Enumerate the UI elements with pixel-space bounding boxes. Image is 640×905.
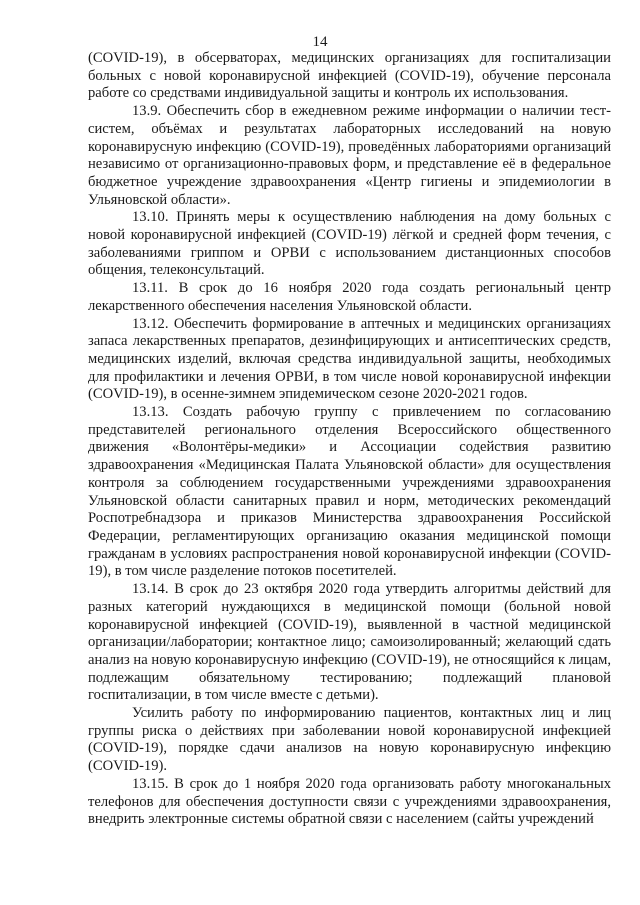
- document-body: [88, 50, 611, 829]
- paragraph-13-13: 13.13. Создать рабочую группу с привлечением по согласованию представителей регионального отделения Всероссийского общественного движения «Волонтёры-медики» и Ассоциации содействия развитию здравоохранения «Медицинская Палата Ульяновской области» для осуществления контроля за соблюдением государственными учреждениями здравоохранения Ульяновской области санитарных правил и норм, методических рекомендаций Роспотребнадзора и приказов Министерства здравоохранения Российской Федерации, регламентирующих организацию оказания медицинской помощи гражданам в условиях распространения новой коронавирусной инфекции (COVID-19), в том числе разделение потоков посетителей.: [88, 404, 611, 580]
- page-number: 14: [312, 34, 328, 50]
- paragraph-13-15: 13.15. В срок до 1 ноября 2020 года организовать работу многоканальных телефонов для обеспечения доступности связи с учреждениями здравоохранения, внедрить электронные системы обратной связи с населением (сайты учреждений: [88, 775, 611, 828]
- paragraph-13-11: 13.11. В срок до 16 ноября 2020 года создать региональный центр лекарственного обеспечения населения Ульяновской области.: [88, 280, 611, 314]
- paragraph-13-9: 13.9. Обеспечить сбор в ежедневном режиме информации о наличии тест-систем, объёмах и результатах лабораторных исследований на новую коронавирусную инфекцию (COVID-19), проведённых лабораториями организаций независимо от организационно-правовых форм, и представление её в федеральное бюджетное учреждение здравоохранения «Центр гигиены и эпидемиологии в Ульяновской области».: [88, 103, 611, 208]
- paragraph-covid-continuation: (COVID-19), в обсерваторах, медицинских организациях для госпитализации больных с новой коронавирусной инфекцией (COVID-19), обучение персонала работе со средствами индивидуальной защиты и контроль их использования.: [88, 50, 611, 102]
- paragraph-13-12: 13.12. Обеспечить формирование в аптечных и медицинских организациях запаса лекарственных препаратов, дезинфицирующих и антисептических средств, медицинских изделий, включая средства индивидуальной защиты, необходимых для профилактики и лечения ОРВИ, в том числе новой коронавирусной инфекции (COVID-19), в осенне-зимнем эпидемическом сезоне 2020-2021 годов.: [88, 315, 611, 403]
- paragraph-informing: Усилить работу по информированию пациентов, контактных лиц и лиц группы риска о действиях при заболевании новой коронавирусной инфекцией (COVID-19), порядке сдачи анализов на новую коронавирусную инфекцию (COVID-19).: [88, 705, 611, 775]
- paragraph-13-14: 13.14. В срок до 23 октября 2020 года утвердить алгоритмы действий для разных категорий нуждающихся в медицинской помощи (больной новой коронавирусной инфекцией (COVID-19), выявленной в частной медицинской организации/лаборатории; контактное лицо; самоизолированный; желающий сдать анализ на новую коронавирусную инфекцию (COVID-19), не относящийся к лицам, подлежащим обязательному тестированию; подлежащий плановой госпитализации, в том числе вместе с детьми).: [88, 581, 611, 704]
- paragraph-13-10: 13.10. Принять меры к осуществлению наблюдения на дому больных с новой коронавирусной инфекцией (COVID-19) лёгкой и средней форм течения, с заболеваниями гриппом и ОРВИ с использованием дистанционных способов общения, телеконсультаций.: [88, 209, 611, 279]
